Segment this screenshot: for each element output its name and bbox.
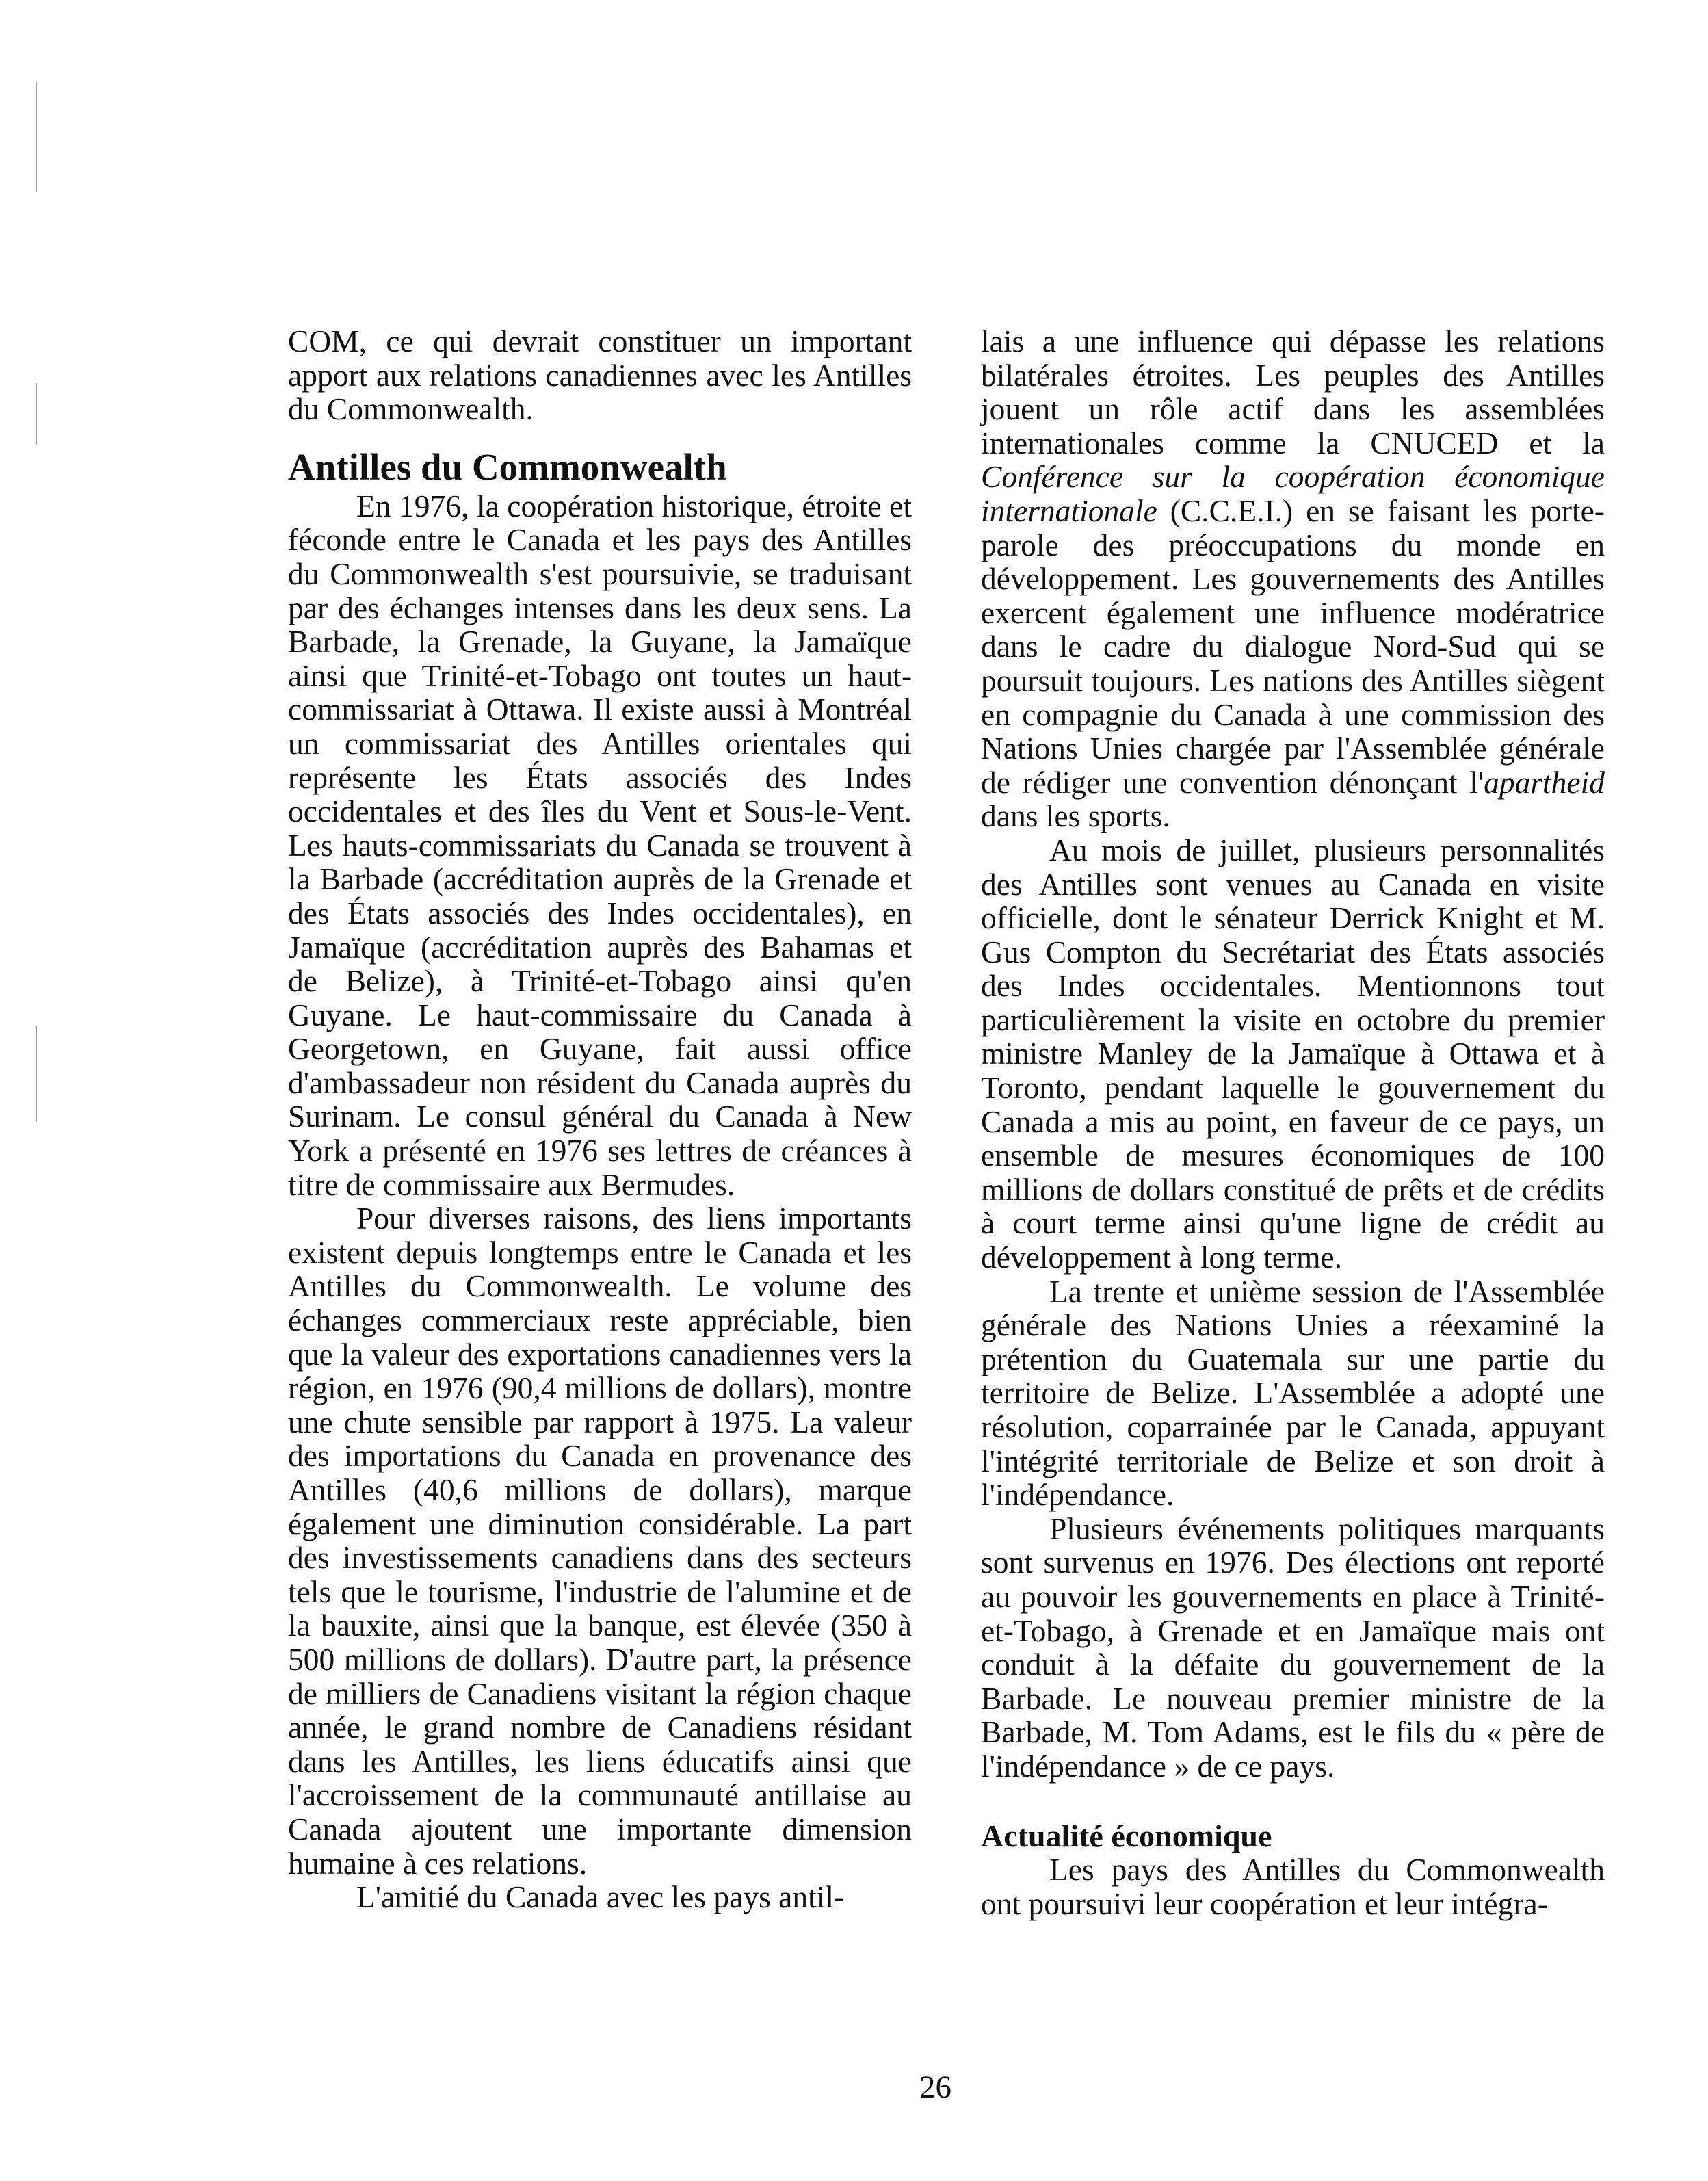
italic-title: Conférence sur la coopération économique internationale [981,459,1605,528]
text-run: lais a une influence qui dépasse les relations bilatérales étroites. Les peuples des Antilles jouent un rôle actif dans les assemblées internationales comme la CNUCED et la [981,324,1605,460]
page-number: 26 [919,2069,951,2105]
scan-mark [36,1026,37,1122]
text-run: dans les sports. [981,798,1170,834]
paragraph: La trente et unième session de l'Assemblée générale des Nations Unies a réexaminé la prétention du Guatemala sur une partie du territoire de Belize. L'Assemblée a adopté une résolution, coparrainée par le Canada, appuyant l'intégrité territoriale de Belize et son droit à l'indépendance. [981,1273,1605,1513]
paragraph: COM, ce qui devrait constituer un important apport aux relations canadiennes avec les Antilles du Commonwealth. [288,324,912,427]
subsection-heading: Actualité économique [981,1818,1272,1853]
paragraph: L'amitié du Canada avec les pays antil- [356,1879,845,1915]
right-column [981,324,1605,1920]
paragraph: Plusieurs événements politiques marquants sont survenus en 1976. Des élections ont reporté au pouvoir les gouvernements en place à Trinité-et-Tobago, à Grenade et en Jamaïque mais ont conduit à la défaite du gouvernement de la Barbade. Le nouveau premier ministre de la Barbade, M. Tom Adams, est le fils du « père de l'indépendance » de ce pays. [981,1511,1605,1784]
paragraph [981,324,1605,833]
text-run: (C.C.E.I.) en se faisant les porte-parole des préoccupations du monde en développement. Les gouvernements des Antilles exercent également une influence modératrice dans le cadre du dialogue Nord-Sud qui se poursuit toujours. Les nations des Antilles siègent en compagnie du Canada à une commission des Nations Unies chargée par l'Assemblée générale de rédiger une convention dénonçant l' [981,493,1605,800]
scan-mark [36,82,37,192]
scan-mark [36,383,37,445]
paragraph: Au mois de juillet, plusieurs personnalités des Antilles sont venues au Canada en visite officielle, dont le sénateur Derrick Knight et M. Gus Compton du Secrétariat des États associés des Indes occidentales. Mentionnons tout particulièrement la visite en octobre du premier ministre Manley de la Jamaïque à Ottawa et à Toronto, pendant laquelle le gouvernement du Canada a mis au point, en faveur de ce pays, un ensemble de mesures économiques de 100 millions de dollars constitué de prêts et de crédits à court terme ainsi qu'une ligne de crédit au développement à long terme. [981,832,1605,1275]
left-column [288,324,912,1914]
paragraph: Les pays des Antilles du Commonwealth ont poursuivi leur coopération et leur intégra- [981,1852,1605,1921]
paragraph: Pour diverses raisons, des liens importants existent depuis longtemps entre le Canada et les Antilles du Commonwealth. Le volume des échanges commerciaux reste appréciable, bien que la valeur des exportations canadiennes vers la région, en 1976 (90,4 millions de dollars), montre une chute sensible par rapport à 1975. La valeur des importations du Canada en provenance des Antilles (40,6 millions de dollars), marque également une diminution considérable. La part des investissements canadiens dans des secteurs tels que le tourisme, l'industrie de l'alumine et de la bauxite, ainsi que la banque, est élevée (350 à 500 millions de dollars). D'autre part, la présence de milliers de Canadiens visitant la région chaque année, le grand nombre de Canadiens résidant dans les Antilles, les liens éducatifs ainsi que l'accroissement de la communauté antillaise au Canada ajoutent une importante dimension humaine à ces relations. [288,1201,912,1881]
section-heading: Antilles du Commonwealth [288,445,727,488]
paragraph: En 1976, la coopération historique, étroite et féconde entre le Canada et les pays des Antilles du Commonwealth s'est poursuivie, se traduisant par des échanges intenses dans les deux sens. La Barbade, la Grenade, la Guyane, la Jamaïque ainsi que Trinité-et-Tobago ont toutes un haut-commissariat à Ottawa. Il existe aussi à Montréal un commissariat des Antilles orientales qui représente les États associés des Indes occidentales et des îles du Vent et Sous-le-Vent. Les hauts-commissariats du Canada se trouvent à la Barbade (accréditation auprès de la Grenade et des États associés des Indes occidentales), en Jamaïque (accréditation auprès des Bahamas et de Belize), à Trinité-et-Tobago ainsi qu'en Guyane. Le haut-commissaire du Canada à Georgetown, en Guyane, fait aussi office d'ambassadeur non résident du Canada auprès du Surinam. Le consul général du Canada à New York a présenté en 1976 ses lettres de créances à titre de commissaire aux Bermudes. [288,488,912,1202]
italic-term: apartheid [1484,764,1605,800]
